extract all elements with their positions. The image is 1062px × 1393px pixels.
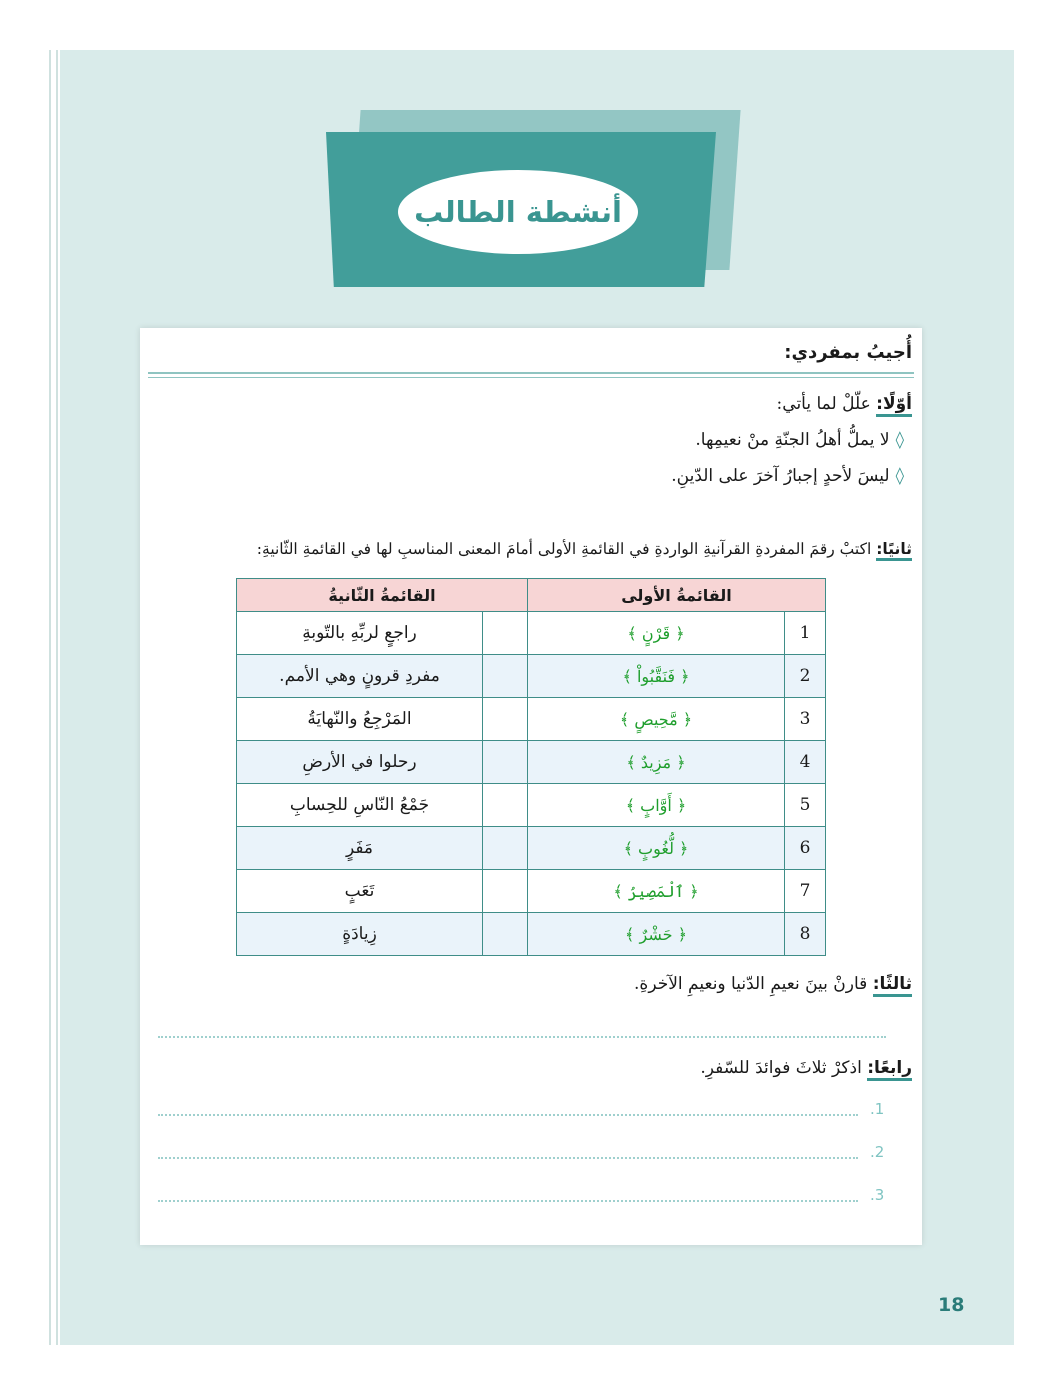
question-1 [777,394,912,414]
quran-word: ﴿ حَشْرٌ ﴾ [528,913,785,956]
question-3 [634,974,912,994]
binding-line [56,50,58,1345]
question-1-bullet: ◊ليسَ لأحدٍ إجبارُ آخرَ على الدّينِ. [671,466,904,486]
meaning: مفردِ قرونٍ وهي الأمم. [237,655,483,698]
table-row [237,827,826,870]
page-number: 18 [938,1294,965,1316]
quran-word: ﴿ فَنَقَّبُواْ ﴾ [528,655,785,698]
meaning: المَرْجِعُ والنّهايَةُ [237,698,483,741]
answer-line[interactable] [158,1036,886,1038]
question-1-label: أوّلًا: [876,394,912,417]
heading-rule [148,377,914,378]
question-2-text: اكتبْ رقمَ المفردةِ القرآنيةِ الواردةِ في القائمةِ الأولى أمامَ المعنى المناسبِ لها في القائمةِ الثّانيةِ: [256,540,877,558]
row-number: 6 [785,827,826,870]
answer-line[interactable] [158,1157,858,1159]
table-row [237,913,826,956]
question-2 [257,540,912,558]
binding-line [49,50,51,1345]
table-row [237,698,826,741]
quran-word: ﴿ مَزِيدٌ ﴾ [528,741,785,784]
answer-cell[interactable] [483,655,528,698]
heading-rule [148,372,914,374]
answer-cell[interactable] [483,784,528,827]
question-1-bullet: ◊لا يملُّ أهلُ الجنّةِ منْ نعيمِها. [695,430,904,450]
table-row [237,784,826,827]
answer-cell[interactable] [483,827,528,870]
banner-title: أنشطة الطالب [414,195,622,229]
row-number: 3 [785,698,826,741]
table-row [237,741,826,784]
question-3-label: ثالثًا: [873,974,912,997]
answer-number: .2 [870,1143,885,1161]
meaning: راجعٍ لربِّهِ بالتّوبةِ [237,612,483,655]
quran-word: ﴿ أَوَّابٍ ﴾ [528,784,785,827]
question-4-label: رابعًا: [867,1058,912,1081]
quran-word: ﴿ لُّغُوبٍ ﴾ [528,827,785,870]
question-4 [700,1058,912,1078]
table-row [237,612,826,655]
answer-line[interactable] [158,1200,858,1202]
answer-number: .3 [870,1186,885,1204]
question-1-text: علّلْ لما يأتي: [776,394,877,414]
question-4-text: اذكرْ ثلاثَ فوائدَ للسّفرِ. [700,1058,868,1078]
meaning: زِيادَةٍ [237,913,483,956]
answer-line[interactable] [158,1114,858,1116]
section-heading: أُجيبُ بمفردي: [784,342,912,363]
row-number: 2 [785,655,826,698]
answer-cell[interactable] [483,913,528,956]
row-number: 5 [785,784,826,827]
answer-cell[interactable] [483,741,528,784]
meaning: مَفَرٍ [237,827,483,870]
answer-cell[interactable] [483,870,528,913]
quran-word: ﴿ قَرْنٍ ﴾ [528,612,785,655]
meaning: تَعَبٍ [237,870,483,913]
meaning: رحلوا في الأرضِ [237,741,483,784]
table-row [237,655,826,698]
activity-card [140,328,922,1245]
question-3-text: قارنْ بينَ نعيمِ الدّنيا ونعيمِ الآخرةِ. [634,974,873,994]
answer-cell[interactable] [483,612,528,655]
table-row [237,870,826,913]
row-number: 4 [785,741,826,784]
table-header-list-1: القائمةُ الأولى [528,579,826,612]
answer-number: .1 [870,1100,885,1118]
table-header-list-2: القائمةُ الثّانيةُ [237,579,528,612]
matching-table [236,578,826,956]
quran-word: ﴿ ٱلْمَصِيرُ ﴾ [528,870,785,913]
diamond-icon: ◊ [895,430,904,450]
meaning: جَمْعُ النّاسِ للحِسابِ [237,784,483,827]
answer-cell[interactable] [483,698,528,741]
row-number: 1 [785,612,826,655]
quran-word: ﴿ مَّحِيصٍ ﴾ [528,698,785,741]
diamond-icon: ◊ [895,466,904,486]
row-number: 7 [785,870,826,913]
question-2-label: ثانيًا: [876,540,912,561]
row-number: 8 [785,913,826,956]
